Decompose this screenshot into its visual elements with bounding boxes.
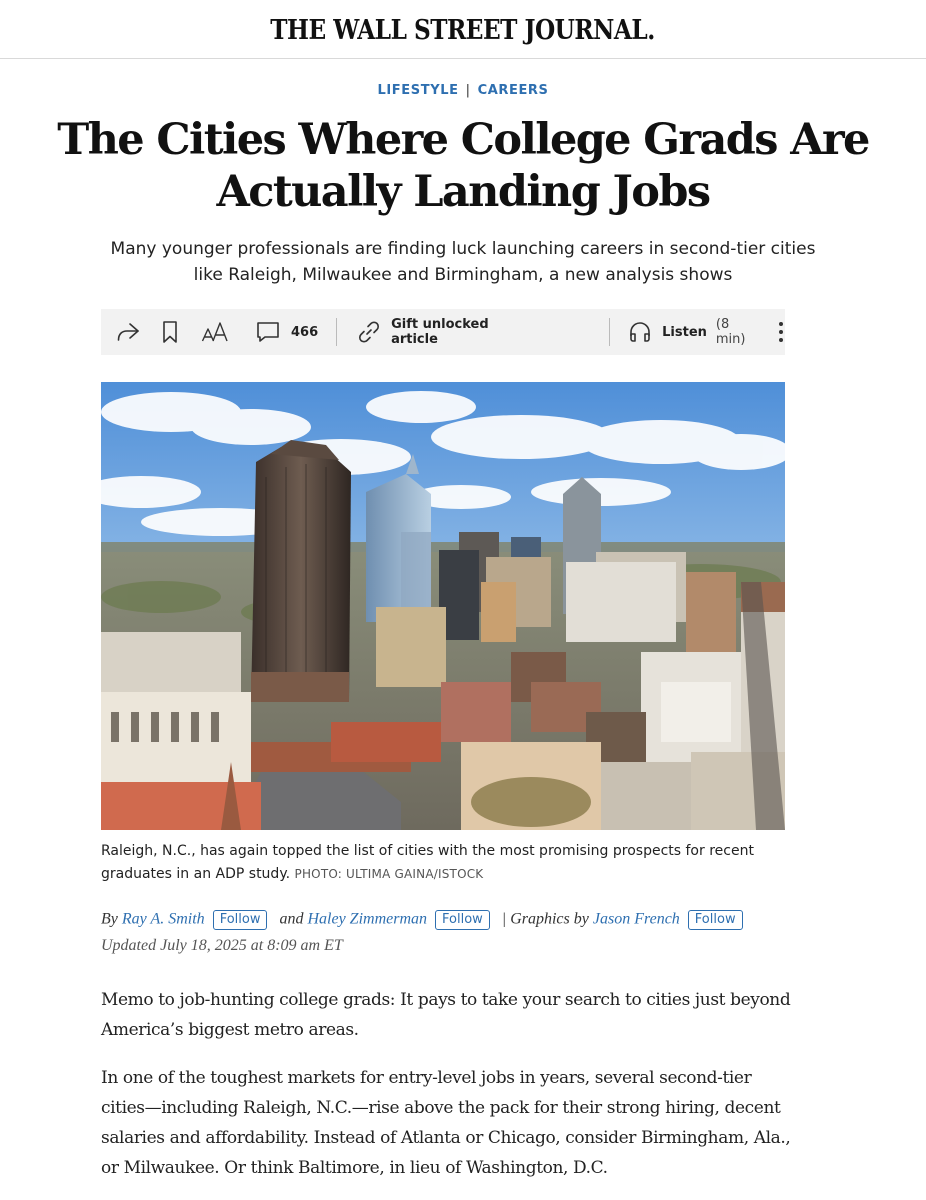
- body-paragraph: Memo to job-hunting college grads: It pays to take your search to cities just beyond America’s biggest metro areas.: [101, 990, 791, 1040]
- wsj-logo[interactable]: THE WALL STREET JOURNAL.: [270, 14, 656, 46]
- share-button[interactable]: [115, 321, 141, 343]
- section-breadcrumb: [0, 83, 926, 98]
- caption-text: Raleigh, N.C., has again topped the list of cities with the most promising prospects for recent graduates in an ADP study.: [101, 843, 754, 882]
- byline-graphics: | Graphics by: [501, 910, 589, 928]
- more-options-button[interactable]: [777, 320, 785, 344]
- article-headline: The Cities Where College Grads Are Actually Landing Jobs: [57, 115, 869, 217]
- body-paragraph: In one of the toughest markets for entry-level jobs in years, several second-tier cities—including Raleigh, N.C.—rise above the pack for their strong hiring, decent salaries and affordability. Instead of Atlanta or Chicago, consider Birmingham, Ala., or Milwaukee. Or think Baltimore, in lieu of Washington, D.C.: [101, 1068, 791, 1178]
- hero-image[interactable]: [101, 382, 785, 830]
- bookmark-button[interactable]: [161, 320, 179, 344]
- listen-duration: (8 min): [715, 317, 746, 347]
- follow-button-jason-french[interactable]: Follow: [688, 910, 743, 930]
- section-link-lifestyle[interactable]: LIFESTYLE: [377, 83, 459, 98]
- link-icon: [357, 320, 381, 344]
- article-dek: Many younger professionals are finding luck launching careers in second-tier cities like Raleigh, Milwaukee and Birmingham, a new analysis shows: [110, 239, 816, 285]
- city-skyline-photo: [101, 382, 785, 830]
- headphones-icon: [628, 320, 652, 344]
- bookmark-icon: [161, 320, 179, 344]
- more-vertical-icon: [777, 320, 785, 344]
- updated-timestamp: Updated July 18, 2025 at 8:09 am ET: [101, 937, 343, 954]
- text-size-button[interactable]: [201, 321, 229, 343]
- toolbar-divider: [336, 318, 337, 346]
- listen-label: Listen: [662, 324, 707, 340]
- author-link-jason-french[interactable]: Jason French: [592, 910, 680, 928]
- byline-and: and: [279, 910, 304, 928]
- author-link-ray-smith[interactable]: Ray A. Smith: [121, 910, 205, 928]
- toolbar-divider: [609, 318, 610, 346]
- text-size-icon: [201, 321, 229, 343]
- gift-article-label: Gift unlocked article: [391, 317, 489, 347]
- masthead: [0, 0, 926, 59]
- image-caption: [101, 840, 801, 886]
- comment-icon: [255, 320, 281, 344]
- share-icon: [115, 321, 141, 343]
- follow-button-ray-smith[interactable]: Follow: [213, 910, 268, 930]
- gift-article-button[interactable]: [357, 317, 529, 347]
- photo-credit: PHOTO: ULTIMA GAINA/ISTOCK: [294, 867, 484, 881]
- comments-button[interactable]: [255, 320, 318, 344]
- author-link-haley-zimmerman[interactable]: Haley Zimmerman: [307, 910, 428, 928]
- comment-count: 466: [291, 324, 319, 340]
- follow-button-haley-zimmerman[interactable]: Follow: [435, 910, 490, 930]
- listen-button[interactable]: [628, 317, 755, 347]
- byline-by: By: [101, 910, 118, 928]
- section-separator: |: [465, 83, 471, 98]
- article-toolbar: [101, 309, 785, 355]
- byline: [101, 910, 861, 930]
- section-link-careers[interactable]: CAREERS: [477, 83, 549, 98]
